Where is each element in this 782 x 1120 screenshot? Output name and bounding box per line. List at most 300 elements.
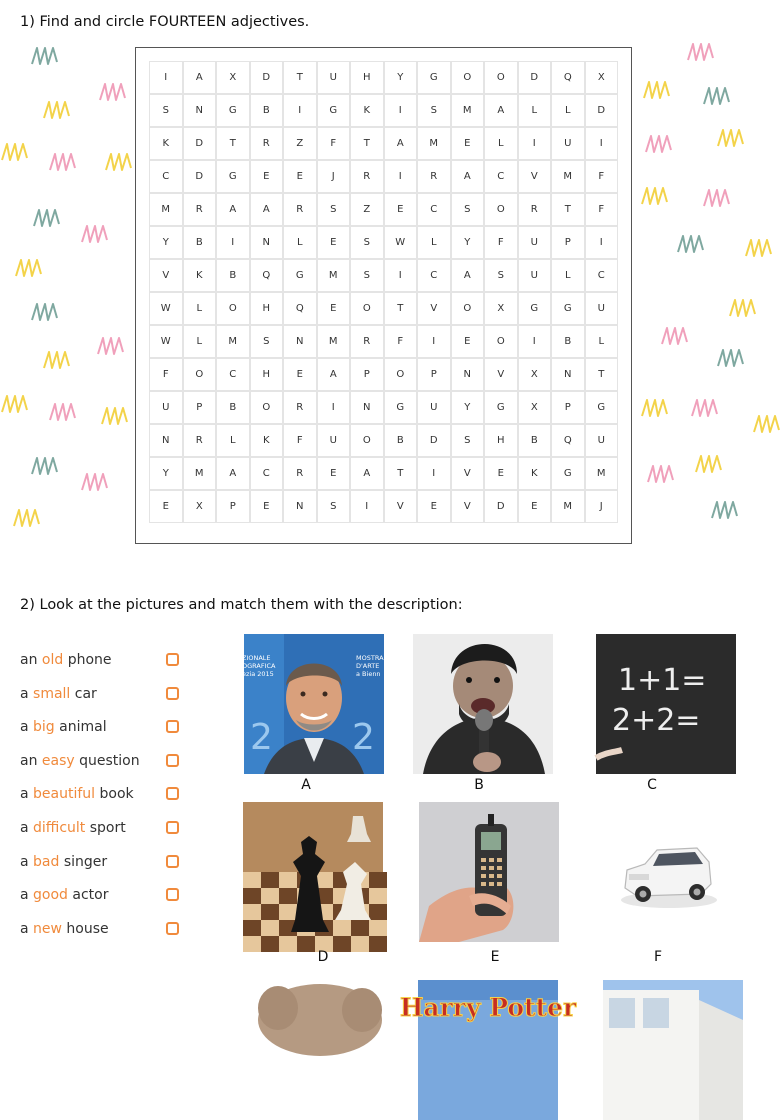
grid-letter[interactable]: P <box>417 358 451 391</box>
scribble-decoration <box>660 324 690 350</box>
grid-letter[interactable]: F <box>384 325 418 358</box>
grid-letter[interactable]: P <box>350 358 384 391</box>
grid-letter[interactable]: K <box>250 424 284 457</box>
scribble-decoration <box>80 470 110 496</box>
grid-letter[interactable]: O <box>350 292 384 325</box>
grid-letter[interactable]: N <box>350 391 384 424</box>
scribble-decoration <box>14 256 44 282</box>
grid-letter[interactable]: O <box>350 424 384 457</box>
description-noun: singer <box>59 853 108 870</box>
description-item <box>20 850 190 884</box>
grid-row <box>149 325 618 358</box>
grid-letter[interactable]: R <box>283 391 317 424</box>
answer-checkbox[interactable] <box>166 888 179 901</box>
grid-letter[interactable]: E <box>451 325 485 358</box>
description-article: an <box>20 752 42 769</box>
description-article: a <box>20 887 34 904</box>
picture-c-label: C <box>647 777 657 793</box>
grid-letter[interactable]: A <box>216 457 250 490</box>
grid-letter[interactable]: A <box>216 193 250 226</box>
description-adjective: difficult <box>33 819 86 836</box>
grid-letter[interactable]: M <box>451 94 485 127</box>
chalk-sum-1: 1+1= <box>618 663 707 698</box>
scribble-decoration <box>80 222 110 248</box>
scribble-decoration <box>98 80 128 106</box>
picture-b-label: B <box>474 777 484 793</box>
grid-letter[interactable]: V <box>384 490 418 523</box>
grid-letter[interactable]: R <box>183 424 217 457</box>
grid-letter[interactable]: C <box>484 160 518 193</box>
grid-letter[interactable]: Y <box>149 457 183 490</box>
grid-letter[interactable]: F <box>149 358 183 391</box>
grid-letter[interactable]: X <box>518 391 552 424</box>
grid-letter[interactable]: G <box>551 457 585 490</box>
description-article: a <box>20 853 34 870</box>
grid-letter[interactable]: U <box>317 61 351 94</box>
grid-letter[interactable]: Q <box>551 424 585 457</box>
grid-letter[interactable]: A <box>350 457 384 490</box>
grid-letter[interactable]: M <box>183 457 217 490</box>
grid-row <box>149 424 618 457</box>
description-text <box>20 854 107 870</box>
grid-row <box>149 292 618 325</box>
grid-letter[interactable]: K <box>518 457 552 490</box>
description-article: a <box>20 685 34 702</box>
grid-letter[interactable]: X <box>216 61 250 94</box>
grid-row <box>149 61 618 94</box>
grid-letter[interactable]: T <box>585 358 619 391</box>
grid-letter[interactable]: K <box>149 127 183 160</box>
grid-letter[interactable]: I <box>417 325 451 358</box>
grid-letter[interactable]: Y <box>149 226 183 259</box>
grid-letter[interactable]: O <box>484 193 518 226</box>
grid-letter[interactable]: R <box>518 193 552 226</box>
scribble-decoration <box>48 150 78 176</box>
grid-letter[interactable]: L <box>585 325 619 358</box>
grid-letter[interactable]: V <box>451 457 485 490</box>
grid-letter[interactable]: S <box>417 94 451 127</box>
scribble-decoration <box>640 184 670 210</box>
grid-letter[interactable]: A <box>484 94 518 127</box>
grid-letter[interactable]: J <box>585 490 619 523</box>
grid-letter[interactable]: Q <box>551 61 585 94</box>
scribble-decoration <box>752 412 782 438</box>
grid-letter[interactable]: G <box>317 94 351 127</box>
grid-letter[interactable]: C <box>216 358 250 391</box>
scribble-decoration <box>640 396 670 422</box>
grid-letter[interactable]: C <box>585 259 619 292</box>
grid-letter[interactable]: L <box>551 259 585 292</box>
grid-letter[interactable]: O <box>250 391 284 424</box>
grid-letter[interactable]: M <box>417 127 451 160</box>
description-adjective: big <box>33 719 55 736</box>
grid-row <box>149 193 618 226</box>
grid-letter[interactable]: A <box>384 127 418 160</box>
grid-letter[interactable]: L <box>551 94 585 127</box>
scribble-decoration <box>12 506 42 532</box>
grid-letter[interactable]: R <box>350 325 384 358</box>
festival-text-4: MOSTRA <box>356 654 384 662</box>
grid-letter[interactable]: G <box>384 391 418 424</box>
scribble-decoration <box>0 140 30 166</box>
grid-letter[interactable]: C <box>149 160 183 193</box>
grid-letter[interactable]: O <box>384 358 418 391</box>
grid-letter[interactable]: G <box>216 160 250 193</box>
grid-letter[interactable]: G <box>551 292 585 325</box>
grid-letter[interactable]: O <box>451 292 485 325</box>
scribble-decoration <box>48 400 78 426</box>
picture-house <box>603 980 743 1120</box>
grid-letter[interactable]: Q <box>283 292 317 325</box>
picture-a-actor <box>244 634 384 774</box>
grid-letter[interactable]: B <box>551 325 585 358</box>
scribble-decoration <box>0 392 30 418</box>
grid-row <box>149 457 618 490</box>
grid-letter[interactable]: B <box>384 424 418 457</box>
description-item <box>20 648 190 682</box>
grid-letter[interactable]: N <box>149 424 183 457</box>
grid-letter[interactable]: U <box>551 127 585 160</box>
grid-letter[interactable]: X <box>484 292 518 325</box>
grid-letter[interactable]: L <box>183 292 217 325</box>
grid-letter[interactable]: L <box>183 325 217 358</box>
grid-letter[interactable]: U <box>585 424 619 457</box>
grid-letter[interactable]: I <box>585 127 619 160</box>
grid-letter[interactable]: N <box>451 358 485 391</box>
grid-letter[interactable]: V <box>149 259 183 292</box>
grid-letter[interactable]: M <box>551 490 585 523</box>
grid-letter[interactable]: I <box>585 226 619 259</box>
grid-letter[interactable]: U <box>585 292 619 325</box>
scribble-decoration <box>104 150 134 176</box>
grid-letter[interactable]: X <box>183 490 217 523</box>
description-adjective: small <box>33 685 71 702</box>
grid-letter[interactable]: N <box>283 325 317 358</box>
description-item <box>20 715 190 749</box>
book-title-text: Harry Potter <box>399 993 577 1022</box>
grid-letter[interactable]: B <box>250 94 284 127</box>
grid-letter[interactable]: T <box>551 193 585 226</box>
grid-letter[interactable]: L <box>417 226 451 259</box>
grid-letter[interactable]: G <box>585 391 619 424</box>
description-article: a <box>20 719 34 736</box>
grid-letter[interactable]: D <box>484 490 518 523</box>
grid-row <box>149 259 618 292</box>
grid-row <box>149 358 618 391</box>
description-text <box>20 786 134 802</box>
grid-letter[interactable]: O <box>183 358 217 391</box>
description-adjective: beautiful <box>33 786 96 803</box>
grid-letter[interactable]: I <box>216 226 250 259</box>
scribble-decoration <box>676 232 706 258</box>
description-article: a <box>20 920 34 937</box>
grid-letter[interactable]: E <box>317 226 351 259</box>
grid-letter[interactable]: E <box>317 457 351 490</box>
grid-letter[interactable]: L <box>283 226 317 259</box>
description-noun: question <box>74 752 140 769</box>
grid-letter[interactable]: Z <box>350 193 384 226</box>
grid-letter[interactable]: F <box>585 160 619 193</box>
grid-letter[interactable]: G <box>417 61 451 94</box>
grid-letter[interactable]: N <box>183 94 217 127</box>
svg-text:2: 2 <box>250 717 273 758</box>
answer-checkbox[interactable] <box>166 787 179 800</box>
description-noun: car <box>70 685 97 702</box>
grid-letter[interactable]: E <box>250 490 284 523</box>
grid-letter[interactable]: S <box>451 424 485 457</box>
grid-letter[interactable]: I <box>384 160 418 193</box>
grid-letter[interactable]: O <box>484 325 518 358</box>
grid-letter[interactable]: V <box>518 160 552 193</box>
grid-letter[interactable]: T <box>283 61 317 94</box>
grid-letter[interactable]: T <box>384 457 418 490</box>
grid-letter[interactable]: M <box>585 457 619 490</box>
grid-letter[interactable]: A <box>250 193 284 226</box>
picture-elephant <box>250 980 390 1120</box>
grid-letter[interactable]: U <box>518 259 552 292</box>
grid-letter[interactable]: I <box>384 259 418 292</box>
grid-letter[interactable]: G <box>216 94 250 127</box>
grid-letter[interactable]: I <box>518 127 552 160</box>
grid-letter[interactable]: R <box>283 193 317 226</box>
grid-letter[interactable]: S <box>350 259 384 292</box>
grid-letter[interactable]: Z <box>283 127 317 160</box>
answer-checkbox[interactable] <box>166 855 179 868</box>
grid-letter[interactable]: H <box>350 61 384 94</box>
grid-letter[interactable]: C <box>417 193 451 226</box>
grid-letter[interactable]: I <box>518 325 552 358</box>
picture-a-label: A <box>301 777 311 793</box>
grid-letter[interactable]: D <box>417 424 451 457</box>
grid-letter[interactable]: V <box>484 358 518 391</box>
grid-letter[interactable]: B <box>183 226 217 259</box>
grid-letter[interactable]: J <box>317 160 351 193</box>
grid-letter[interactable]: B <box>216 259 250 292</box>
grid-letter[interactable]: O <box>484 61 518 94</box>
grid-letter[interactable]: Y <box>451 226 485 259</box>
grid-letter[interactable]: S <box>317 490 351 523</box>
grid-letter[interactable]: A <box>183 61 217 94</box>
grid-letter[interactable]: I <box>350 490 384 523</box>
grid-letter[interactable]: W <box>149 292 183 325</box>
grid-letter[interactable]: B <box>216 391 250 424</box>
description-item <box>20 782 190 816</box>
grid-letter[interactable]: T <box>350 127 384 160</box>
grid-letter[interactable]: F <box>317 127 351 160</box>
grid-letter[interactable]: Q <box>250 259 284 292</box>
grid-letter[interactable]: E <box>451 127 485 160</box>
grid-letter[interactable]: A <box>317 358 351 391</box>
grid-letter[interactable]: E <box>317 292 351 325</box>
grid-letter[interactable]: P <box>551 391 585 424</box>
grid-letter[interactable]: I <box>283 94 317 127</box>
grid-letter[interactable]: F <box>585 193 619 226</box>
description-noun: house <box>61 920 109 937</box>
grid-letter[interactable]: F <box>283 424 317 457</box>
description-list <box>20 648 190 950</box>
grid-letter[interactable]: E <box>283 358 317 391</box>
grid-letter[interactable]: S <box>451 193 485 226</box>
grid-letter[interactable]: S <box>484 259 518 292</box>
description-text <box>20 887 108 903</box>
word-search-frame <box>135 47 632 544</box>
grid-letter[interactable]: D <box>183 160 217 193</box>
festival-text-6: a Bienn <box>356 670 381 678</box>
scribble-decoration <box>716 126 746 152</box>
grid-letter[interactable]: E <box>283 160 317 193</box>
grid-letter[interactable]: L <box>484 127 518 160</box>
grid-letter[interactable]: X <box>518 358 552 391</box>
grid-letter[interactable]: U <box>317 424 351 457</box>
description-item <box>20 682 190 716</box>
answer-checkbox[interactable] <box>166 720 179 733</box>
grid-letter[interactable]: C <box>250 457 284 490</box>
grid-letter[interactable]: D <box>518 61 552 94</box>
description-adjective: bad <box>33 853 60 870</box>
grid-letter[interactable]: C <box>417 259 451 292</box>
grid-letter[interactable]: T <box>384 292 418 325</box>
grid-letter[interactable]: M <box>551 160 585 193</box>
grid-letter[interactable]: E <box>384 193 418 226</box>
answer-checkbox[interactable] <box>166 687 179 700</box>
description-text <box>20 652 112 668</box>
grid-letter[interactable]: P <box>216 490 250 523</box>
grid-letter[interactable]: S <box>350 226 384 259</box>
grid-letter[interactable]: U <box>417 391 451 424</box>
description-text <box>20 753 140 769</box>
grid-letter[interactable]: E <box>417 490 451 523</box>
grid-letter[interactable]: Y <box>384 61 418 94</box>
grid-letter[interactable]: B <box>518 424 552 457</box>
grid-letter[interactable]: I <box>384 94 418 127</box>
grid-letter[interactable]: X <box>585 61 619 94</box>
description-text <box>20 921 109 937</box>
scribble-decoration <box>686 40 716 66</box>
grid-letter[interactable]: G <box>518 292 552 325</box>
scribble-decoration <box>32 206 62 232</box>
grid-letter[interactable]: I <box>317 391 351 424</box>
description-adjective: easy <box>41 752 75 769</box>
description-item <box>20 883 190 917</box>
grid-letter[interactable]: G <box>283 259 317 292</box>
grid-letter[interactable]: A <box>451 160 485 193</box>
grid-letter[interactable]: H <box>250 358 284 391</box>
scribble-decoration <box>702 186 732 212</box>
grid-letter[interactable]: S <box>317 193 351 226</box>
grid-letter[interactable]: K <box>183 259 217 292</box>
grid-letter[interactable]: D <box>250 61 284 94</box>
grid-letter[interactable]: U <box>518 226 552 259</box>
scribble-decoration <box>702 84 732 110</box>
answer-checkbox[interactable] <box>166 922 179 935</box>
grid-letter[interactable]: G <box>484 391 518 424</box>
grid-letter[interactable]: T <box>216 127 250 160</box>
grid-letter[interactable]: E <box>518 490 552 523</box>
grid-letter[interactable]: R <box>183 193 217 226</box>
grid-letter[interactable]: I <box>149 61 183 94</box>
picture-d-chess <box>243 802 383 942</box>
picture-e-old-phone <box>419 802 559 942</box>
description-noun: phone <box>63 652 112 668</box>
grid-letter[interactable]: P <box>183 391 217 424</box>
grid-letter[interactable]: W <box>149 325 183 358</box>
grid-letter[interactable]: O <box>216 292 250 325</box>
grid-letter[interactable]: U <box>149 391 183 424</box>
scribble-decoration <box>710 498 740 524</box>
scribble-decoration <box>30 44 60 70</box>
chalk-sum-2: 2+2= <box>612 703 701 738</box>
grid-letter[interactable]: D <box>585 94 619 127</box>
description-article: a <box>20 819 34 836</box>
grid-letter[interactable]: V <box>451 490 485 523</box>
grid-letter[interactable]: H <box>484 424 518 457</box>
grid-letter[interactable]: I <box>417 457 451 490</box>
grid-letter[interactable]: M <box>317 325 351 358</box>
grid-letter[interactable]: R <box>283 457 317 490</box>
grid-letter[interactable]: W <box>384 226 418 259</box>
grid-letter[interactable]: R <box>417 160 451 193</box>
grid-letter[interactable]: N <box>551 358 585 391</box>
grid-letter[interactable]: M <box>149 193 183 226</box>
description-text <box>20 820 126 836</box>
grid-letter[interactable]: E <box>149 490 183 523</box>
answer-checkbox[interactable] <box>166 754 179 767</box>
description-adjective: old <box>41 652 64 668</box>
grid-letter[interactable]: L <box>518 94 552 127</box>
grid-letter[interactable]: S <box>250 325 284 358</box>
description-item <box>20 816 190 850</box>
scribble-decoration <box>42 98 72 124</box>
picture-d-label: D <box>317 949 329 965</box>
picture-f-label: F <box>653 949 663 965</box>
grid-letter[interactable]: M <box>317 259 351 292</box>
svg-text:2: 2 <box>352 717 375 758</box>
grid-letter[interactable]: R <box>250 127 284 160</box>
grid-letter[interactable]: S <box>149 94 183 127</box>
grid-letter[interactable]: N <box>250 226 284 259</box>
word-search-grid <box>149 61 618 523</box>
scribble-decoration <box>42 348 72 374</box>
grid-letter[interactable]: H <box>250 292 284 325</box>
scribble-decoration <box>30 454 60 480</box>
answer-checkbox[interactable] <box>166 821 179 834</box>
grid-letter[interactable]: M <box>216 325 250 358</box>
scribble-decoration <box>728 296 758 322</box>
grid-letter[interactable]: F <box>484 226 518 259</box>
grid-row <box>149 160 618 193</box>
grid-letter[interactable]: V <box>417 292 451 325</box>
grid-letter[interactable]: K <box>350 94 384 127</box>
scribble-decoration <box>642 78 672 104</box>
grid-letter[interactable]: A <box>451 259 485 292</box>
grid-row <box>149 94 618 127</box>
description-noun: book <box>95 786 134 803</box>
grid-letter[interactable]: O <box>451 61 485 94</box>
grid-letter[interactable]: Y <box>451 391 485 424</box>
answer-checkbox[interactable] <box>166 653 179 666</box>
grid-letter[interactable]: N <box>283 490 317 523</box>
grid-letter[interactable]: D <box>183 127 217 160</box>
grid-letter[interactable]: L <box>216 424 250 457</box>
grid-letter[interactable]: E <box>250 160 284 193</box>
scribble-decoration <box>96 334 126 360</box>
description-noun: animal <box>54 719 107 736</box>
scribble-decoration <box>744 236 774 262</box>
grid-letter[interactable]: P <box>551 226 585 259</box>
grid-letter[interactable]: E <box>484 457 518 490</box>
grid-letter[interactable]: R <box>350 160 384 193</box>
grid-row <box>149 127 618 160</box>
